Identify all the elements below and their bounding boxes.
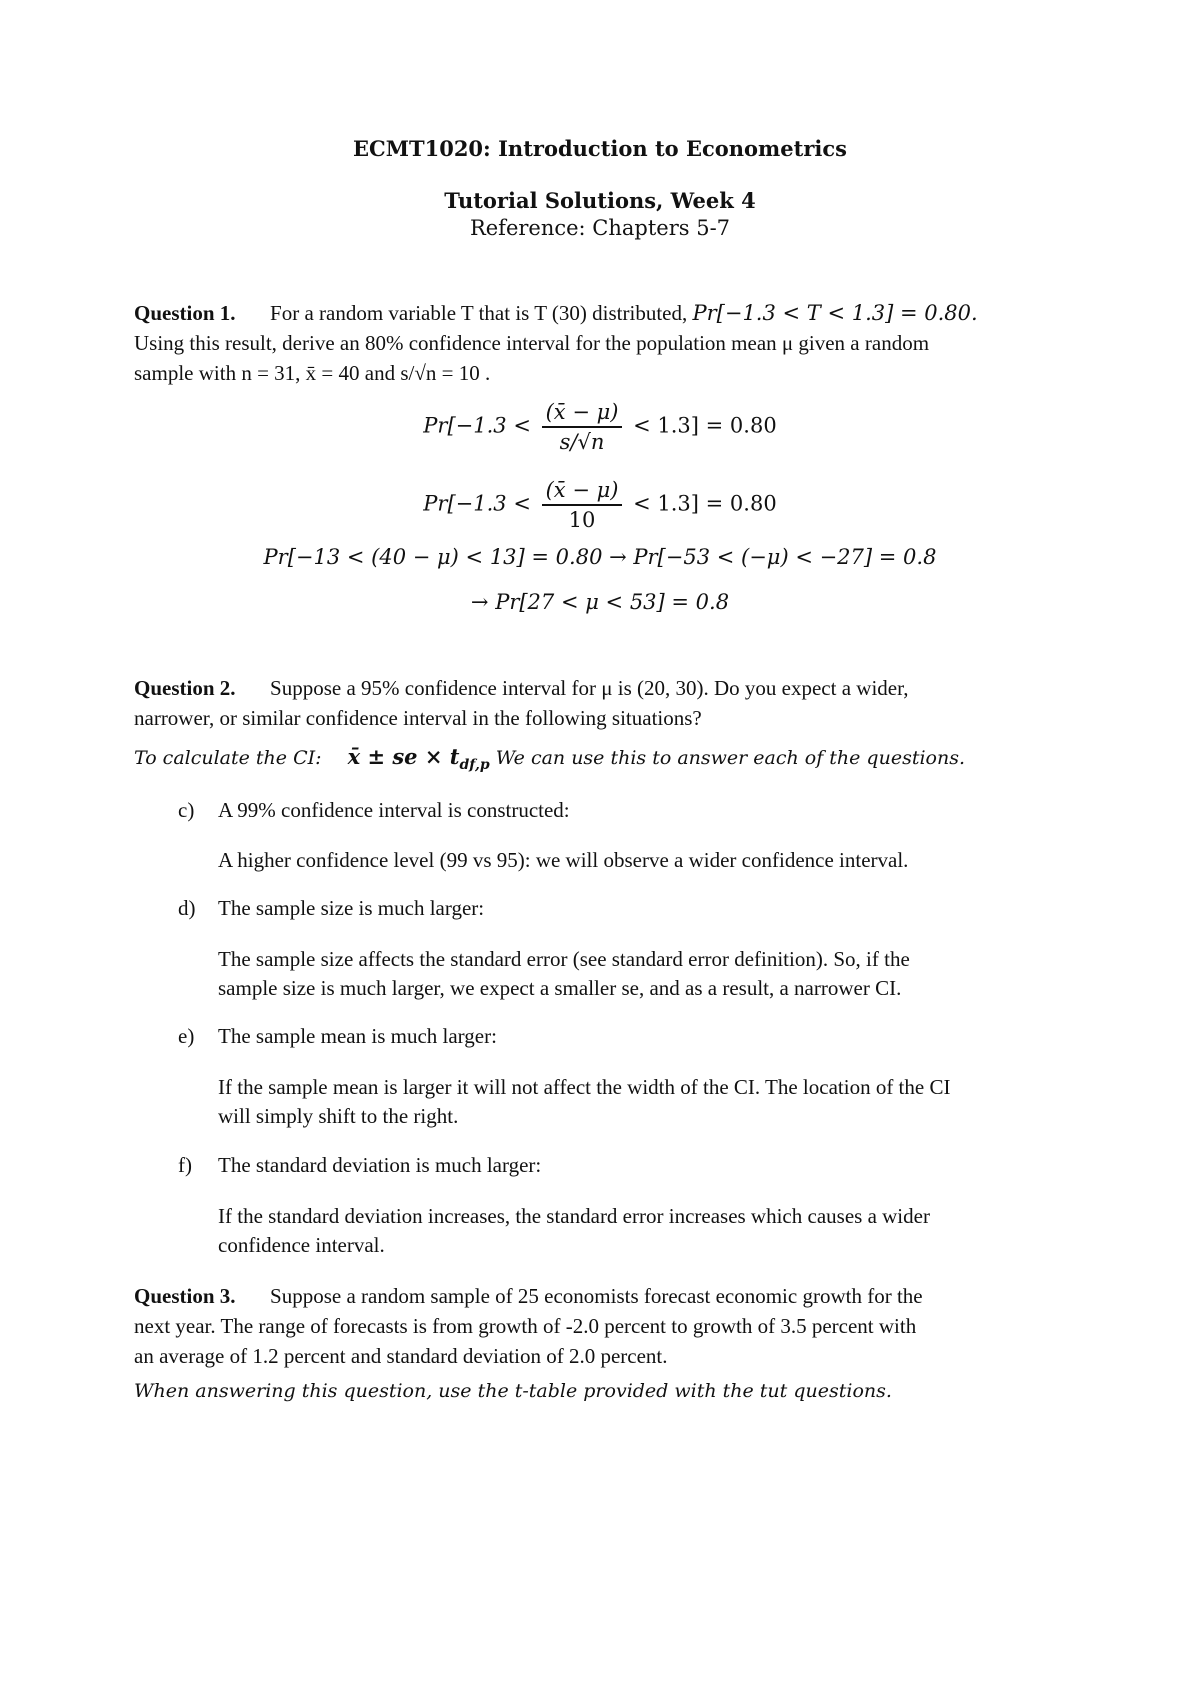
eq2-fraction	[542, 476, 623, 534]
item-d-letter: d)	[178, 896, 196, 920]
q2-text-b: narrower, or similar confidence interval in the following situations?	[134, 706, 702, 730]
q1-equation-2	[0, 476, 1200, 534]
eq1-numerator: (x̄ − μ)	[542, 398, 623, 428]
q1-label: Question 1.	[134, 301, 236, 325]
q3-text-b: next year. The range of forecasts is from growth of -2.0 percent to growth of 3.5 percent with	[134, 1314, 917, 1338]
item-c-answer-line1: A higher confidence level (99 vs 95): we will observe a wider confidence interval.	[218, 848, 909, 872]
q2-paragraph	[134, 673, 1074, 733]
q3-text-c: an average of 1.2 percent and standard deviation of 2.0 percent.	[134, 1344, 668, 1368]
item-d-answer-line2: sample size is much larger, we expect a smaller se, and as a result, a narrower CI.	[218, 976, 902, 1000]
eq2-left: Pr[−1.3 <	[423, 491, 531, 516]
ci-note-suffix: We can use this to answer each of the questions.	[495, 747, 965, 769]
item-e-answer-line1: If the sample mean is larger it will not affect the width of the CI. The location of the CI	[218, 1075, 951, 1099]
item-c-answer	[218, 846, 1098, 875]
item-f-answer-line1: If the standard deviation increases, the standard error increases which causes a wider	[218, 1204, 930, 1228]
q3-paragraph	[134, 1281, 1094, 1371]
q1-prob-expr: Pr[−1.3 < T < 1.3] = 0.80.	[692, 301, 978, 325]
eq2-right: < 1.3] = 0.80	[633, 491, 777, 516]
ci-formula: x̄ ± se × t	[347, 744, 460, 769]
q3-label: Question 3.	[134, 1284, 236, 1308]
q3-note: When answering this question, use the t-table provided with the tut questions.	[134, 1380, 892, 1402]
item-e-answer	[218, 1073, 1098, 1131]
ci-formula-subscript: df,p	[459, 756, 490, 773]
item-f-answer	[218, 1202, 1098, 1260]
list-item-f	[178, 1151, 1098, 1181]
item-f-prompt: The standard deviation is much larger:	[218, 1153, 542, 1177]
item-c-letter: c)	[178, 798, 195, 822]
q2-label: Question 2.	[134, 676, 236, 700]
item-e-answer-line2: will simply shift to the right.	[218, 1104, 459, 1128]
q2-text-a: Suppose a 95% confidence interval for μ is (20, 30). Do you expect a wider,	[270, 676, 909, 700]
q1-equation-3: Pr[−13 < (40 − μ) < 13] = 0.80 → Pr[−53 < (−μ) < −27] = 0.8	[263, 545, 937, 569]
item-d-prompt: The sample size is much larger:	[218, 896, 485, 920]
list-item-e	[178, 1022, 1098, 1052]
ci-note	[134, 744, 965, 773]
eq2-numerator: (x̄ − μ)	[542, 476, 623, 506]
q1-line2: Using this result, derive an 80% confidence interval for the population mean μ given a random	[134, 331, 930, 355]
q1-equation-1	[0, 398, 1200, 456]
item-f-answer-line2: confidence interval.	[218, 1233, 385, 1257]
eq1-fraction	[542, 398, 623, 456]
ci-note-prefix: To calculate the CI:	[134, 747, 322, 769]
eq1-right: < 1.3] = 0.80	[633, 413, 777, 438]
eq1-denominator: s/√n	[559, 430, 605, 454]
item-e-prompt: The sample mean is much larger:	[218, 1024, 497, 1048]
q1-text-a: For a random variable T that is T (30) distributed,	[270, 301, 688, 325]
item-f-letter: f)	[178, 1153, 192, 1177]
item-e-letter: e)	[178, 1024, 195, 1048]
q1-equation-4: → Pr[27 < μ < 53] = 0.8	[470, 590, 730, 614]
eq1-left: Pr[−1.3 <	[423, 413, 531, 438]
list-item-d	[178, 894, 1098, 924]
document-title: ECMT1020: Introduction to Econometrics	[353, 136, 847, 161]
item-c-prompt: A 99% confidence interval is constructed:	[218, 798, 570, 822]
item-d-answer-line1: The sample size affects the standard error (see standard error definition). So, if the	[218, 947, 910, 971]
document-reference: Reference: Chapters 5-7	[469, 216, 731, 240]
document-subtitle: Tutorial Solutions, Week 4	[444, 188, 756, 213]
item-d-answer	[218, 945, 1098, 1003]
q1-paragraph	[134, 298, 1074, 388]
q3-text-a: Suppose a random sample of 25 economists forecast economic growth for the	[270, 1284, 923, 1308]
eq2-denominator: 10	[568, 508, 596, 532]
q1-line3: sample with n = 31, x̄ = 40 and s/√n = 10 .	[134, 361, 491, 385]
list-item-c	[178, 796, 1098, 826]
